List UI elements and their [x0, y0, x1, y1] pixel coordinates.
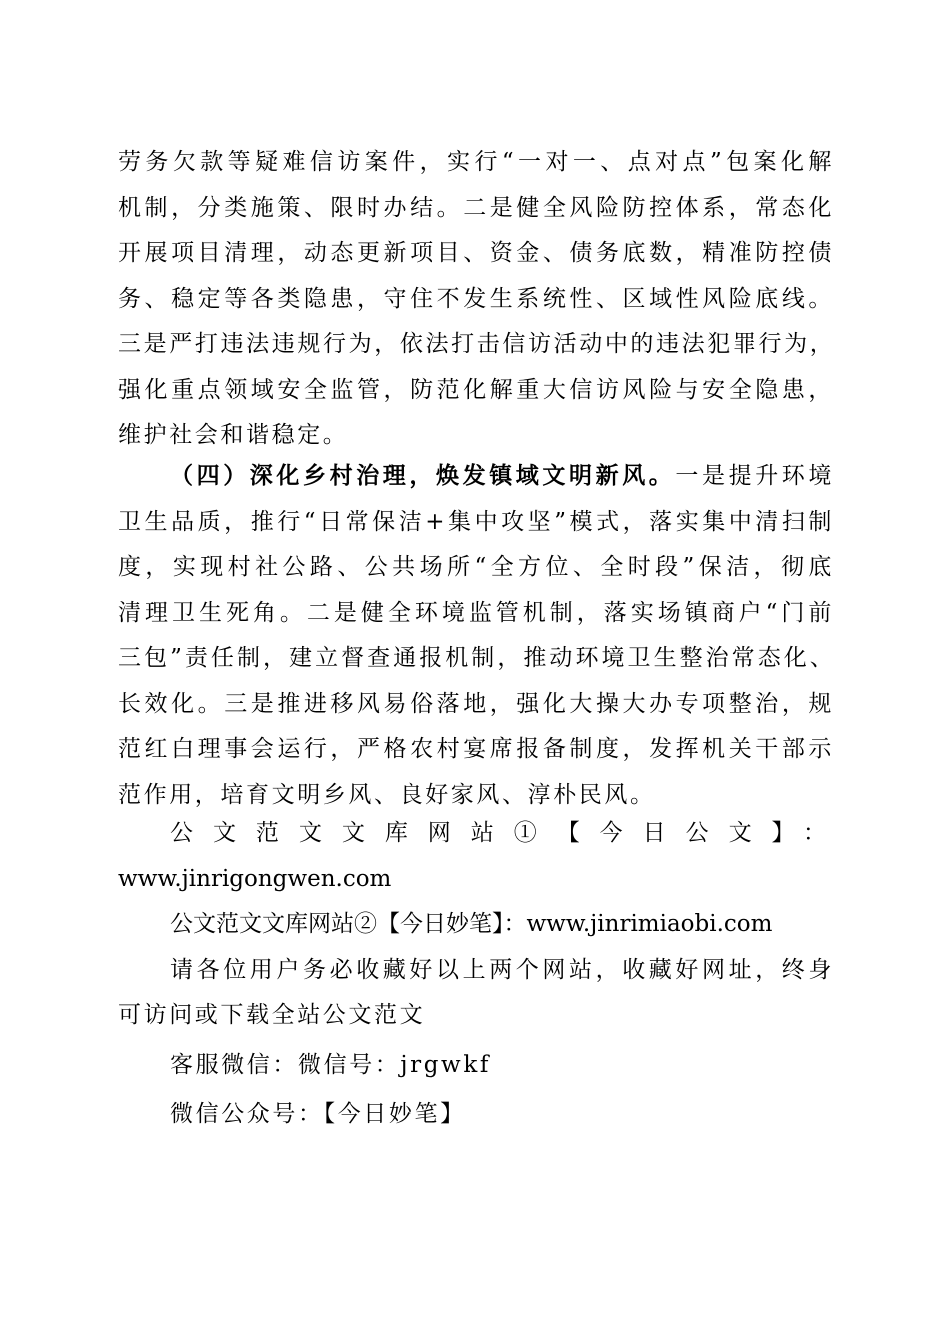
site1-url[interactable]: www.jinrigongwen.com	[118, 865, 392, 892]
paragraph-first-line	[118, 453, 834, 500]
paragraph-line: 清理卫生死角。二是健全环境监管机制，落实场镇商户“门前	[118, 599, 834, 626]
site2-line[interactable]: 公文范文文库网站②【今日妙笔】：www.jinrimiaobi.com	[170, 911, 773, 937]
paragraph-line: 务、稳定等各类隐患，守住不发生系统性、区域性风险底线。	[118, 285, 834, 312]
footer-info	[118, 811, 834, 1138]
notice-line: 可访问或下载全站公文范文	[118, 1002, 426, 1028]
notice-line: 请各位用户务必收藏好以上两个网站，收藏好网址，终身	[170, 956, 834, 983]
paragraph-1	[118, 140, 834, 459]
paragraph-line: 劳务欠款等疑难信访案件，实行“一对一、点对点”包案化解	[118, 149, 834, 175]
paragraph-line: 三包”责任制，建立督查通报机制，推动环境卫生整治常态化、	[118, 645, 834, 671]
wechat-official-account: 微信公众号：【今日妙笔】	[170, 1101, 466, 1127]
customer-service-wechat: 客服微信：微信号：jrgwkf	[170, 1051, 491, 1078]
paragraph-line: 强化重点领域安全监管，防范化解重大信访风险与安全隐患，	[118, 376, 834, 403]
site1-title: 公文范文文库网站①【今日公文】：	[170, 820, 834, 846]
paragraph-line-rest: 一是提升环境	[675, 463, 834, 489]
paragraph-line: 开展项目清理，动态更新项目、资金、债务底数，精准防控债	[118, 240, 834, 266]
paragraph-line: 三是严打违法违规行为，依法打击信访活动中的违法犯罪行为，	[118, 331, 834, 357]
paragraph-line: 长效化。三是推进移风易俗落地，强化大操大办专项整治，规	[118, 690, 834, 717]
paragraph-line: 机制，分类施策、限时办结。二是健全风险防控体系，常态化	[118, 194, 834, 221]
paragraph-line: 度，实现村社公路、公共场所“全方位、全时段”保洁，彻底	[118, 554, 834, 580]
paragraph-line: 范红白理事会运行，严格农村宴席报备制度，发挥机关干部示	[118, 736, 834, 762]
section-heading: （四）深化乡村治理，焕发镇域文明新风。	[170, 462, 676, 489]
paragraph-line: 维护社会和谐稳定。	[118, 422, 349, 448]
paragraph-line: 范作用，培育文明乡风、良好家风、淳朴民风。	[118, 781, 656, 808]
paragraph-line: 卫生品质，推行“日常保洁+集中攻坚”模式，落实集中清扫制	[118, 508, 834, 535]
paragraph-2	[118, 453, 834, 818]
